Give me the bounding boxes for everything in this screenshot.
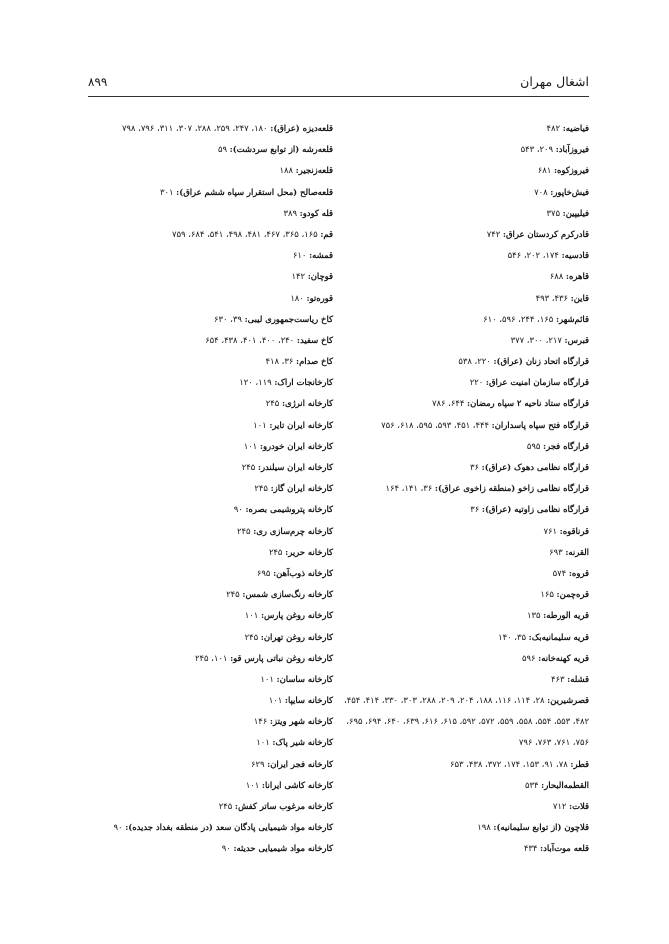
index-page-refs: ۲۴۵ [268,546,283,557]
index-entry [85,245,333,266]
index-page-refs: ۹۰ [221,843,231,854]
index-page-refs: ۱۶۵، ۳۶۵، ۴۶۷، ۴۸۱، ۴۹۸، ۵۴۱، ۶۸۴، ۷۵۹ [172,228,318,239]
index-page-refs: ۴۳۴ [523,843,538,854]
index-entry [339,817,589,838]
index-entry [85,118,333,139]
index-term: قشله: [567,673,589,684]
index-term: قرارگاه فتح سپاه پاسداران: [491,419,589,430]
index-page-refs: ۲۴۰، ۴۰۰، ۴۰۱، ۴۳۸، ۶۵۴ [205,334,295,345]
index-entry [339,648,589,669]
index-term: کارخانه سایپا: [284,695,333,706]
index-entry [339,627,589,648]
index-term: کارخانه کاشی ایرانا: [261,779,333,790]
index-entry [85,563,333,584]
index-term: کارخانه انرژی: [281,398,333,409]
index-entry [85,351,333,372]
index-entry [85,605,333,626]
index-term: کارخانه رنگ‌سازی شمس: [242,589,333,600]
index-entry [85,838,333,859]
index-page-refs: ۶۸۱ [537,165,552,176]
index-term: کارخانه ایران سیلندر: [257,462,333,472]
index-entry [339,160,589,181]
index-page-refs: ۱۶۵ [540,589,554,600]
index-term: کارخانه مواد شیمیایی حدیثه: [233,843,333,854]
index-term: کارخانجات اراک: [274,377,333,388]
index-entry [85,796,333,817]
index-term: قریه سلیمانیه‌بک: [528,631,589,642]
index-entry [85,224,333,245]
index-page-refs: ۲۴۵ [226,589,240,600]
index-page-refs: ۴۶۳ [550,673,565,684]
index-page-refs: ۵۹۶ [521,652,536,663]
index-entry [339,118,589,139]
index-page-refs: ۱۳۵ [526,610,541,621]
index-term: قلات: [569,801,589,812]
index-page-refs: ۹۰ [113,822,123,833]
index-page-refs: ۵۹۵ [526,440,541,451]
index-term: قادرکرم کردستان عراق: [502,228,589,239]
index-page-refs: ۱۸۸ [279,165,293,176]
index-page-refs: ۱۰۱ [260,673,274,684]
index-page-refs: ۳۸۹ [283,207,297,218]
index-page-refs: ۱۱۹، ۱۲۰ [239,377,272,388]
index-entry [85,521,333,542]
index-page-refs: ۳۶ [470,504,480,515]
index-page-refs: ۲۴۵ [218,801,233,811]
index-page-refs: ۴۸۲ [546,123,561,133]
index-page-refs: ۹۰ [233,504,243,515]
index-entry [339,436,589,457]
index-term: کارخانه مرغوب ساتر کفش: [234,801,333,811]
index-page-refs: ۷۱۲ [552,801,567,812]
index-entry [339,266,589,287]
index-entry [85,499,333,520]
index-page-refs: ۲۰۹، ۵۴۳ [520,144,554,155]
index-term: قله کودو: [299,207,333,218]
index-term: قوچان: [307,271,333,282]
index-term: قاهره: [565,271,589,282]
index-entry [339,690,589,754]
index-entry [339,499,589,520]
index-term: قره‌چمن: [556,589,589,600]
index-page-refs: ۶۴۴، ۷۸۶ [431,398,465,409]
index-term: کاخ صدام: [296,356,333,367]
index-term: قطر: [570,758,589,769]
index-term: قاین: [570,292,589,303]
index-term: قوره‌تو: [306,292,333,303]
index-page-refs: ۱۰۱ [268,695,283,706]
index-term: قلعه‌رشه (از توابع سردشت): [229,144,333,155]
page-header [88,72,589,97]
index-entry [85,182,333,203]
index-term: کارخانه ذوب‌آهن: [273,567,333,578]
index-entry [339,838,589,859]
index-term: قلاچون (از توابع سلیمانیه): [493,822,589,833]
page-number: ۸۹۹ [88,75,108,89]
index-entry [339,563,589,584]
index-entry [339,542,589,563]
index-page-refs: ۳۶، ۴۱۸ [265,356,294,367]
index-entry [339,203,589,224]
index-entry [85,160,333,181]
index-entry [85,542,333,563]
index-page-refs: ۲۴۵ [237,525,251,536]
index-entry [85,330,333,351]
index-entry [339,224,589,245]
index-term: قرارگاه نظامی زاوتیه (عراق): [481,504,589,515]
index-entry [339,182,589,203]
index-term: قمشه: [309,250,333,261]
index-entry [339,521,589,542]
index-page-refs: ۷۰۸ [534,186,548,197]
index-entry [339,584,589,605]
index-page-refs: ۶۹۳ [549,546,563,557]
index-term: کارخانه ایران تایر: [269,419,333,430]
index-term: کاخ سفید: [296,334,333,345]
index-page-refs: ۵۹ [217,144,227,155]
index-page-refs: ۱۰۱ [253,419,267,430]
index-term: کارخانه مواد شیمیایی پادگان سعد (در منطقه بغداد جدیده): [125,822,333,833]
index-entry [85,203,333,224]
index-term: قبرس: [564,334,589,345]
index-term: القرنه: [565,546,589,557]
index-entry [85,288,333,309]
index-entry [85,266,333,287]
index-entry [339,245,589,266]
index-entry [339,775,589,796]
index-page-refs: ۳۰۱ [159,186,174,197]
index-entry [85,754,333,775]
index-entry [339,309,589,330]
index-page-refs: ۳۹، ۶۳۰ [214,313,242,324]
index-page-refs: ۱۶۵، ۲۴۴، ۵۹۶، ۶۱۰ [483,313,554,324]
index-page-refs: ۱۰۱ [256,737,270,748]
index-entry [85,139,333,160]
index-term: کارخانه روغن نباتی پارس قو: [230,652,333,663]
index-entry [339,605,589,626]
index-entry [339,330,589,351]
index-entry [85,457,333,478]
index-entry [85,775,333,796]
index-page-refs: ۱۸۰ [290,292,304,303]
index-column-right [339,118,589,860]
index-page-refs: ۶۸۸ [549,271,564,282]
index-term: قریه الورطه: [543,610,589,621]
index-page-refs: ۳۶، ۱۴۱، ۱۶۴ [385,483,433,494]
index-page-refs: ۲۴۵ [244,631,259,642]
index-term: کارخانه چرم‌سازی ری: [253,525,333,536]
index-entry [85,372,333,393]
index-page-refs: ۱۸۰، ۲۴۷، ۲۵۹، ۲۸۸، ۳۰۷، ۳۱۱، ۷۹۶، ۷۹۸ [121,123,268,133]
index-term: قریه کهنه‌خانه: [538,652,589,663]
index-term: فیش‌خاپور: [550,186,589,197]
index-term: قلعه‌دیزه (عراق): [270,123,333,133]
index-entry [339,288,589,309]
index-page-refs: ۲۴۵ [265,398,280,409]
index-entry [339,351,589,372]
index-term: فیاضیه: [562,123,589,133]
index-entry [339,669,589,690]
index-term: قرناقوه: [559,525,589,536]
index-term: کاخ ریاست‌جمهوری لیبی: [244,313,333,324]
index-term: فیلیپین: [562,207,589,218]
index-page-refs: ۳۶ [470,462,479,472]
index-page-refs: ۱۰۱ [244,610,259,621]
index-entry [85,415,333,436]
index-page-refs: ۱۹۸ [477,822,491,833]
index-page-refs: ۱۰۱، ۲۴۵ [195,652,228,663]
index-term: کارخانه شهر ویتز: [269,716,333,727]
index-page-refs: ۲۱۷، ۳۰۰، ۳۷۷ [510,334,562,345]
index-entry [339,796,589,817]
index-term: قادسیه: [561,250,589,261]
index-term: قرارگاه فجر: [543,440,589,451]
index-page-refs: ۷۸، ۹۱، ۱۵۳، ۱۷۴، ۳۷۲، ۴۳۸، ۶۵۳ [449,758,568,769]
index-page-refs: ۵۳۴ [525,779,539,790]
index-page-refs: ۱۰۱ [243,440,258,451]
index-page-refs: ۷۶۱ [543,525,557,536]
index-term: کارخانه ایران خودرو: [259,440,333,451]
index-term: قرارگاه اتحاد زنان (عراق): [493,356,589,367]
index-entry [85,584,333,605]
index-term: کارخانه روغن تهران: [260,631,333,642]
index-entry [339,478,589,499]
index-page-refs: ۲۲۰، ۵۳۸ [458,356,491,367]
index-entry [85,690,333,711]
index-page-refs: ۱۴۲ [291,271,306,282]
index-page-refs: ۷۴۲ [486,228,501,239]
index-term: قائم‌شهر: [555,313,589,324]
index-entry [85,817,333,838]
index-page-refs: ۴۳۶، ۴۹۳ [535,292,568,303]
index-entry [85,648,333,669]
index-column-left [85,118,333,860]
index-entry [85,627,333,648]
index-term: قرارگاه نظامی دهوک (عراق): [481,462,589,472]
index-page-refs: ۳۵، ۱۴۰ [498,631,526,642]
index-entry [339,754,589,775]
index-term: کارخانه حریر: [285,546,333,557]
index-entry [339,139,589,160]
index-term: قلعه‌زنجیر: [295,165,333,176]
index-term: قرارگاه نظامی زاخو (منطقه زاخوی عراق): [434,483,589,494]
running-title: اشغال مهران [520,74,589,89]
index-entry [85,669,333,690]
index-term: قروه: [568,567,589,578]
index-term: قم: [320,228,333,239]
index-term: کارخانه ایران گاز: [270,483,333,494]
index-page-refs: ۲۸، ۱۱۴، ۱۱۶، ۱۸۸، ۲۰۴، ۲۰۹، ۲۸۸، ۳۰۳، ۳۳۰، ۴۱۴، ۴۵۴، ۴۸۲، ۵۵۳، ۵۵۴، ۵۵۸، ۵۵۹، ۵۷۲، ۵۹۲، ۶۱۵، ۶۱۶، ۶۳۹، ۶۴۰، ۶۹۴، ۶۹۵، ۷۵۶، ۷۶۱، ۷۶۳، ۷۹۶ [344,695,589,748]
index-page-refs: ۲۴۵ [241,462,256,472]
index-term: کارخانه ساسان: [276,673,333,684]
index-term: القطمه‌البحار: [541,779,589,790]
index-entry [339,372,589,393]
index-term: فیروزکوه: [553,165,589,176]
index-entry [85,478,333,499]
index-entry [339,457,589,478]
index-entry [85,436,333,457]
index-entry [85,393,333,414]
index-term: کارخانه شیر پاک: [272,737,333,748]
index-term: قرارگاه سازمان امنیت عراق: [485,377,589,388]
index-page-refs: ۶۹۵ [256,567,271,578]
index-page-refs: ۱۴۶ [253,716,268,727]
index-term: کارخانه روغن پارس: [260,610,333,621]
index-page-refs: ۳۷۵ [546,207,560,218]
index-entry [339,415,589,436]
index-term: قرارگاه ستاد ناحیه ۲ سپاه رمضان: [467,398,589,409]
index-page-refs: ۱۷۴، ۲۰۲، ۵۴۶ [507,250,559,261]
index-entry [339,393,589,414]
index-page-refs: ۵۷۴ [552,567,567,578]
index-term: فیروزآباد: [555,144,589,155]
index-entry [85,732,333,753]
index-term: قلعه موت‌آباد: [540,843,589,854]
index-page-refs: ۲۲۰ [469,377,484,388]
index-entry [85,309,333,330]
index-term: قلعه‌صالح (محل استقرار سپاه ششم عراق): [176,186,333,197]
index-term: کارخانه فجر ایران: [267,758,333,769]
index-page-refs: ۲۴۵ [254,483,268,494]
index-page-refs: ۴۴۴، ۴۵۱، ۵۹۳، ۵۹۵، ۶۱۸، ۷۵۶ [381,419,489,430]
index-term: قصرشیرین: [547,695,589,706]
index-term: کارخانه پتروشیمی بصره: [245,504,333,515]
index-page-refs: ۶۲۹ [250,758,265,769]
index-entry [85,711,333,732]
index-page-refs: ۶۱۰ [292,250,307,261]
index-page-refs: ۱۰۱ [245,779,260,790]
